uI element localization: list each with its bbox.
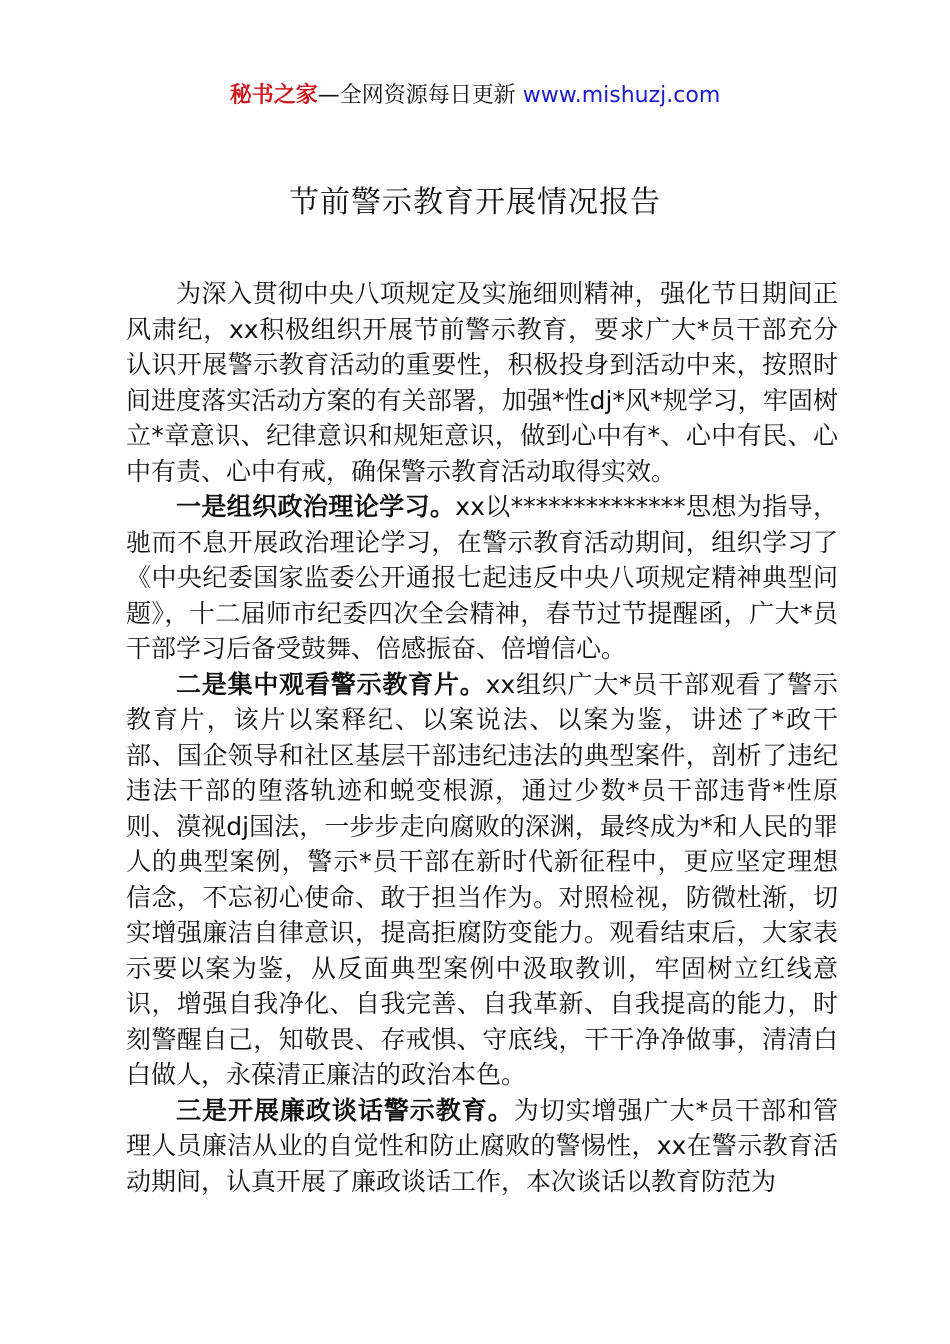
page-header — [0, 80, 950, 112]
document-title: 节前警示教育开展情况报告 — [289, 185, 661, 220]
paragraph-lead: 三是开展廉政谈话警示教育。 — [176, 1095, 514, 1125]
paragraph-theory-study — [126, 489, 838, 667]
document-body — [126, 276, 838, 1199]
paragraph-text: xx组织广大*员干部观看了警示教育片，该片以案释纪、以案说法、以案为鉴，讲述了*政干部、国企领导和社区基层干部违纪违法的典型案件，剖析了违纪违法干部的堕落轨迹和蜕变根源，通过少数*员干部违背*性原则、漠视dj国法，一步步走向腐败的深渊，最终成为*和人民的罪人的典型案例，警示*员干部在新时代新征程中，更应坚定理想信念，不忘初心使命、敢于担当作为。对照检视，防微杜渐，切实增强廉洁自律意识，提高拒腐防变能力。观看结束后，大家表示要以案为鉴，从反面典型案例中汲取教训，牢固树立红线意识，增强自我净化、自我完善、自我革新、自我提高的能力，时刻警醒自己，知敬畏、存戒惧、守底线，干干净净做事，清清白白做人，永葆清正廉洁的政治本色。 — [126, 669, 838, 1089]
paragraph-integrity-talk — [126, 1093, 838, 1200]
paragraph-text: 为切实增强广大*员干部和管理人员廉洁从业的自觉性和防止腐败的警惕性，xx在警示教育活动期间，认真开展了廉政谈话工作，本次谈话以教育防范为 — [126, 1095, 838, 1196]
website-link[interactable]: www.mishuzj.com — [522, 83, 721, 108]
brand-name: 秘书之家 — [229, 83, 318, 108]
paragraph-text: xx以**************思想为指导，驰而不息开展政治理论学习，在警示教育活动期间，组织学习了《中央纪委国家监委公开通报七起违反中央八项规定精神典型问题》，十二届师市纪委四次全会精神，春节过节提醒函，广大*员干部学习后备受鼓舞、倍感振奋、倍增信心。 — [126, 492, 838, 663]
paragraph-lead: 一是组织政治理论学习。 — [176, 492, 456, 521]
paragraph-lead: 二是集中观看警示教育片。 — [176, 669, 486, 699]
header-tagline: —全网资源每日更新 — [317, 83, 523, 108]
paragraph-intro — [126, 276, 838, 489]
paragraph-warning-film — [126, 667, 838, 1093]
paragraph-text: 为深入贯彻中央八项规定及实施细则精神，强化节日期间正风肃纪，xx积极组织开展节前警示教育，要求广大*员干部充分认识开展警示教育活动的重要性，积极投身到活动中来，按照时间进度落实活动方案的有关部署，加强*性dj*风*规学习，牢固树立*章意识、纪律意识和规矩意识，做到心中有*、心中有民、心中有责、心中有戒，确保警示教育活动取得实效。 — [126, 279, 838, 486]
